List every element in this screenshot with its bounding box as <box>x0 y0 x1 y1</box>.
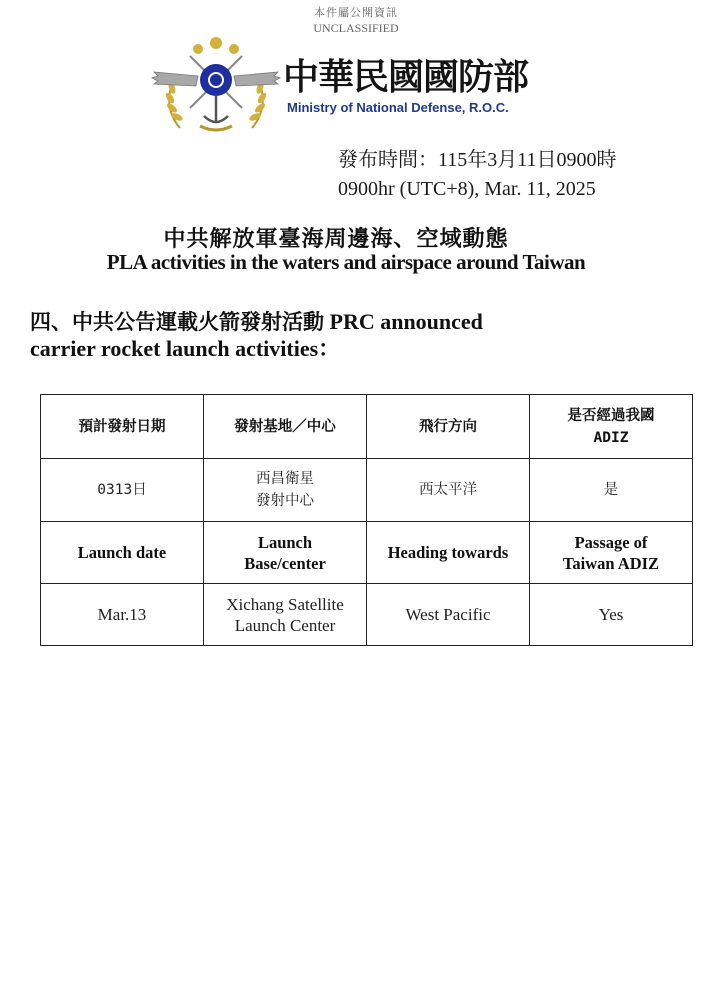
header-launch-date-zh: 預計發射日期 <box>41 395 204 459</box>
ministry-name-en: Ministry of National Defense, R.O.C. <box>287 100 509 115</box>
cell-launch-base-zh-line2: 發射中心 <box>256 493 314 509</box>
table-header-row-en <box>41 522 693 584</box>
header-heading-zh: 飛行方向 <box>367 395 530 459</box>
release-time-en: 0900hr (UTC+8), Mar. 11, 2025 <box>338 178 596 200</box>
header-adiz-zh <box>530 395 693 459</box>
table-header-row-zh <box>41 395 693 459</box>
header-adiz-en-line1: Passage of <box>574 532 648 552</box>
cell-launch-base-en-line1: Xichang Satellite <box>226 594 344 614</box>
header-launch-base-zh: 發射基地／中心 <box>204 395 367 459</box>
cell-launch-base-en <box>204 584 367 646</box>
cell-launch-date-zh: 0313日 <box>41 459 204 522</box>
classification-en: UNCLASSIFIED <box>313 21 399 35</box>
section-heading-en-part2: carrier rocket launch activities： <box>30 336 341 361</box>
table-row-zh <box>41 459 693 522</box>
cell-launch-base-zh <box>204 459 367 522</box>
launch-table <box>40 394 693 646</box>
release-time <box>338 146 617 204</box>
cell-heading-en: West Pacific <box>367 584 530 646</box>
section-heading <box>30 308 670 362</box>
section-heading-en-part1: PRC announced <box>324 309 483 334</box>
header-heading-en: Heading towards <box>367 522 530 584</box>
header-adiz-zh-line2: ADIZ <box>593 429 629 446</box>
header-launch-base-en <box>204 522 367 584</box>
header-adiz-zh-line1: 是否經過我國 <box>567 407 655 424</box>
header-adiz-en <box>530 522 693 584</box>
cell-adiz-en: Yes <box>530 584 693 646</box>
header-launch-base-en-line2: Base/center <box>244 553 326 573</box>
header-adiz-en-line2: Taiwan ADIZ <box>562 553 660 573</box>
cell-launch-base-zh-line1: 西昌衛星 <box>256 471 314 487</box>
cell-adiz-zh: 是 <box>530 459 693 522</box>
classification-marking <box>0 6 712 36</box>
cell-launch-base-en-line2: Launch Center <box>234 615 336 635</box>
classification-zh: 本件屬公開資訊 <box>314 6 398 19</box>
ministry-emblem-icon <box>150 36 282 134</box>
table-row-en <box>41 584 693 646</box>
cell-heading-zh: 西太平洋 <box>367 459 530 522</box>
header-launch-date-en: Launch date <box>41 522 204 584</box>
page-title-zh: 中共解放軍臺海周邊海、空域動態 <box>163 226 509 252</box>
page-title-en: PLA activities in the waters and airspace around Taiwan <box>106 250 586 274</box>
header-launch-base-en-line1: Launch <box>257 532 313 552</box>
ministry-name-zh: 中華民國國防部 <box>283 57 529 98</box>
release-time-zh: 發布時間：115年3月11日0900時 <box>338 149 617 171</box>
cell-launch-date-en: Mar.13 <box>41 584 204 646</box>
section-heading-zh: 四、中共公告運載火箭發射活動 <box>30 309 324 334</box>
